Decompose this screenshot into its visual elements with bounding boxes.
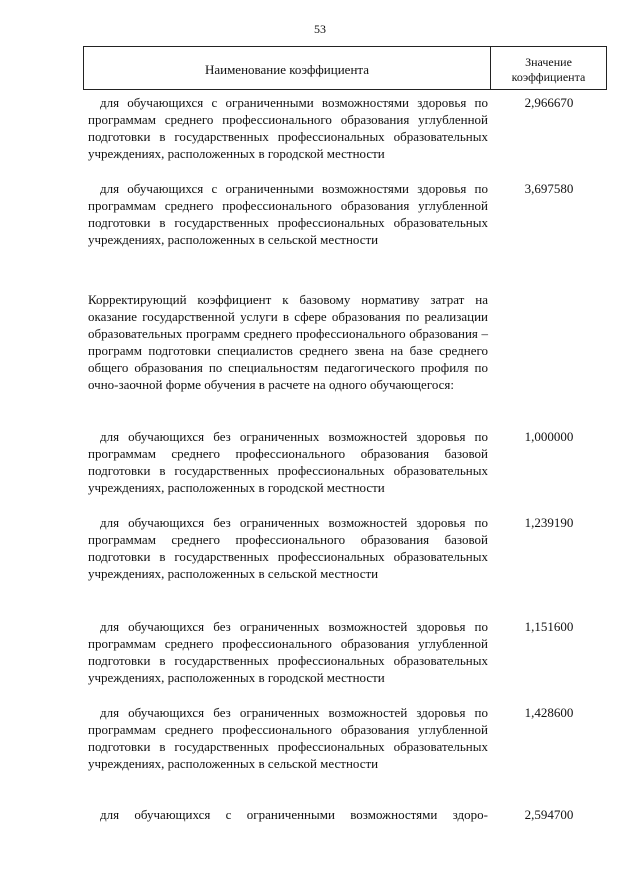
table-row: [88, 180, 488, 248]
page-number: 53: [314, 22, 326, 36]
coefficient-name: для обучающихся без ограниченных возможностей здоровья по программам среднего профессионального образования углубленной подготовки в государственных профессиональных образовательных учреждениях, расположенных в сельской местности: [88, 705, 488, 771]
coefficient-name: для обучающихся с ограниченными возможностями здоровья по программам среднего профессионального образования углубленной подготовки в государственных профессиональных образовательных учреждениях, расположенных в сельской местности: [88, 181, 488, 247]
table-row: [88, 94, 488, 162]
column-header-value-line2: коэффициента: [511, 70, 586, 84]
coefficient-name: для обучающихся без ограниченных возможностей здоровья по программам среднего профессионального образования углубленной подготовки в государственных профессиональных образовательных учреждениях, расположенных в городской местности: [88, 619, 488, 685]
section-heading-text: Корректирующий коэффициент к базовому нормативу затрат на оказание государственной услуги в сфере образования по реализации образовательных программ среднего профессионального образования – программ подготовки специалистов среднего звена на базе среднего общего образования по специальностям педагогического профиля по очно-заочной форме обучения в расчете на одного обучающегося:: [88, 292, 488, 392]
coefficient-value: 2,594700: [524, 807, 574, 822]
column-header-value-line1: Значение: [525, 55, 572, 69]
table-row: [88, 514, 488, 582]
column-header-value: [491, 47, 606, 89]
table-header: [83, 46, 607, 90]
table-row: [88, 704, 488, 772]
coefficient-value: 1,151600: [524, 619, 574, 634]
coefficient-value: 1,000000: [524, 429, 574, 444]
coefficient-name: для обучающихся с ограниченными возможностями здоро-: [100, 807, 488, 822]
table-row: [88, 618, 488, 686]
coefficient-name: для обучающихся без ограниченных возможностей здоровья по программам среднего профессионального образования базовой подготовки в государственных профессиональных образовательных учреждениях, расположенных в сельской местности: [88, 515, 488, 581]
column-header-name: Наименование коэффициента: [84, 47, 491, 89]
coefficient-value: 3,697580: [524, 181, 574, 196]
coefficient-value: 1,428600: [524, 705, 574, 720]
coefficient-name: для обучающихся без ограниченных возможностей здоровья по программам среднего профессионального образования базовой подготовки в государственных профессиональных образовательных учреждениях, расположенных в городской местности: [88, 429, 488, 495]
coefficient-name: для обучающихся с ограниченными возможностями здоровья по программам среднего профессионального образования углубленной подготовки в государственных профессиональных образовательных учреждениях, расположенных в городской местности: [88, 95, 488, 161]
section-heading: [88, 291, 488, 393]
coefficient-value: 2,966670: [524, 95, 574, 110]
coefficient-value: 1,239190: [524, 515, 574, 530]
table-row: [88, 428, 488, 496]
table-row: [88, 806, 488, 823]
